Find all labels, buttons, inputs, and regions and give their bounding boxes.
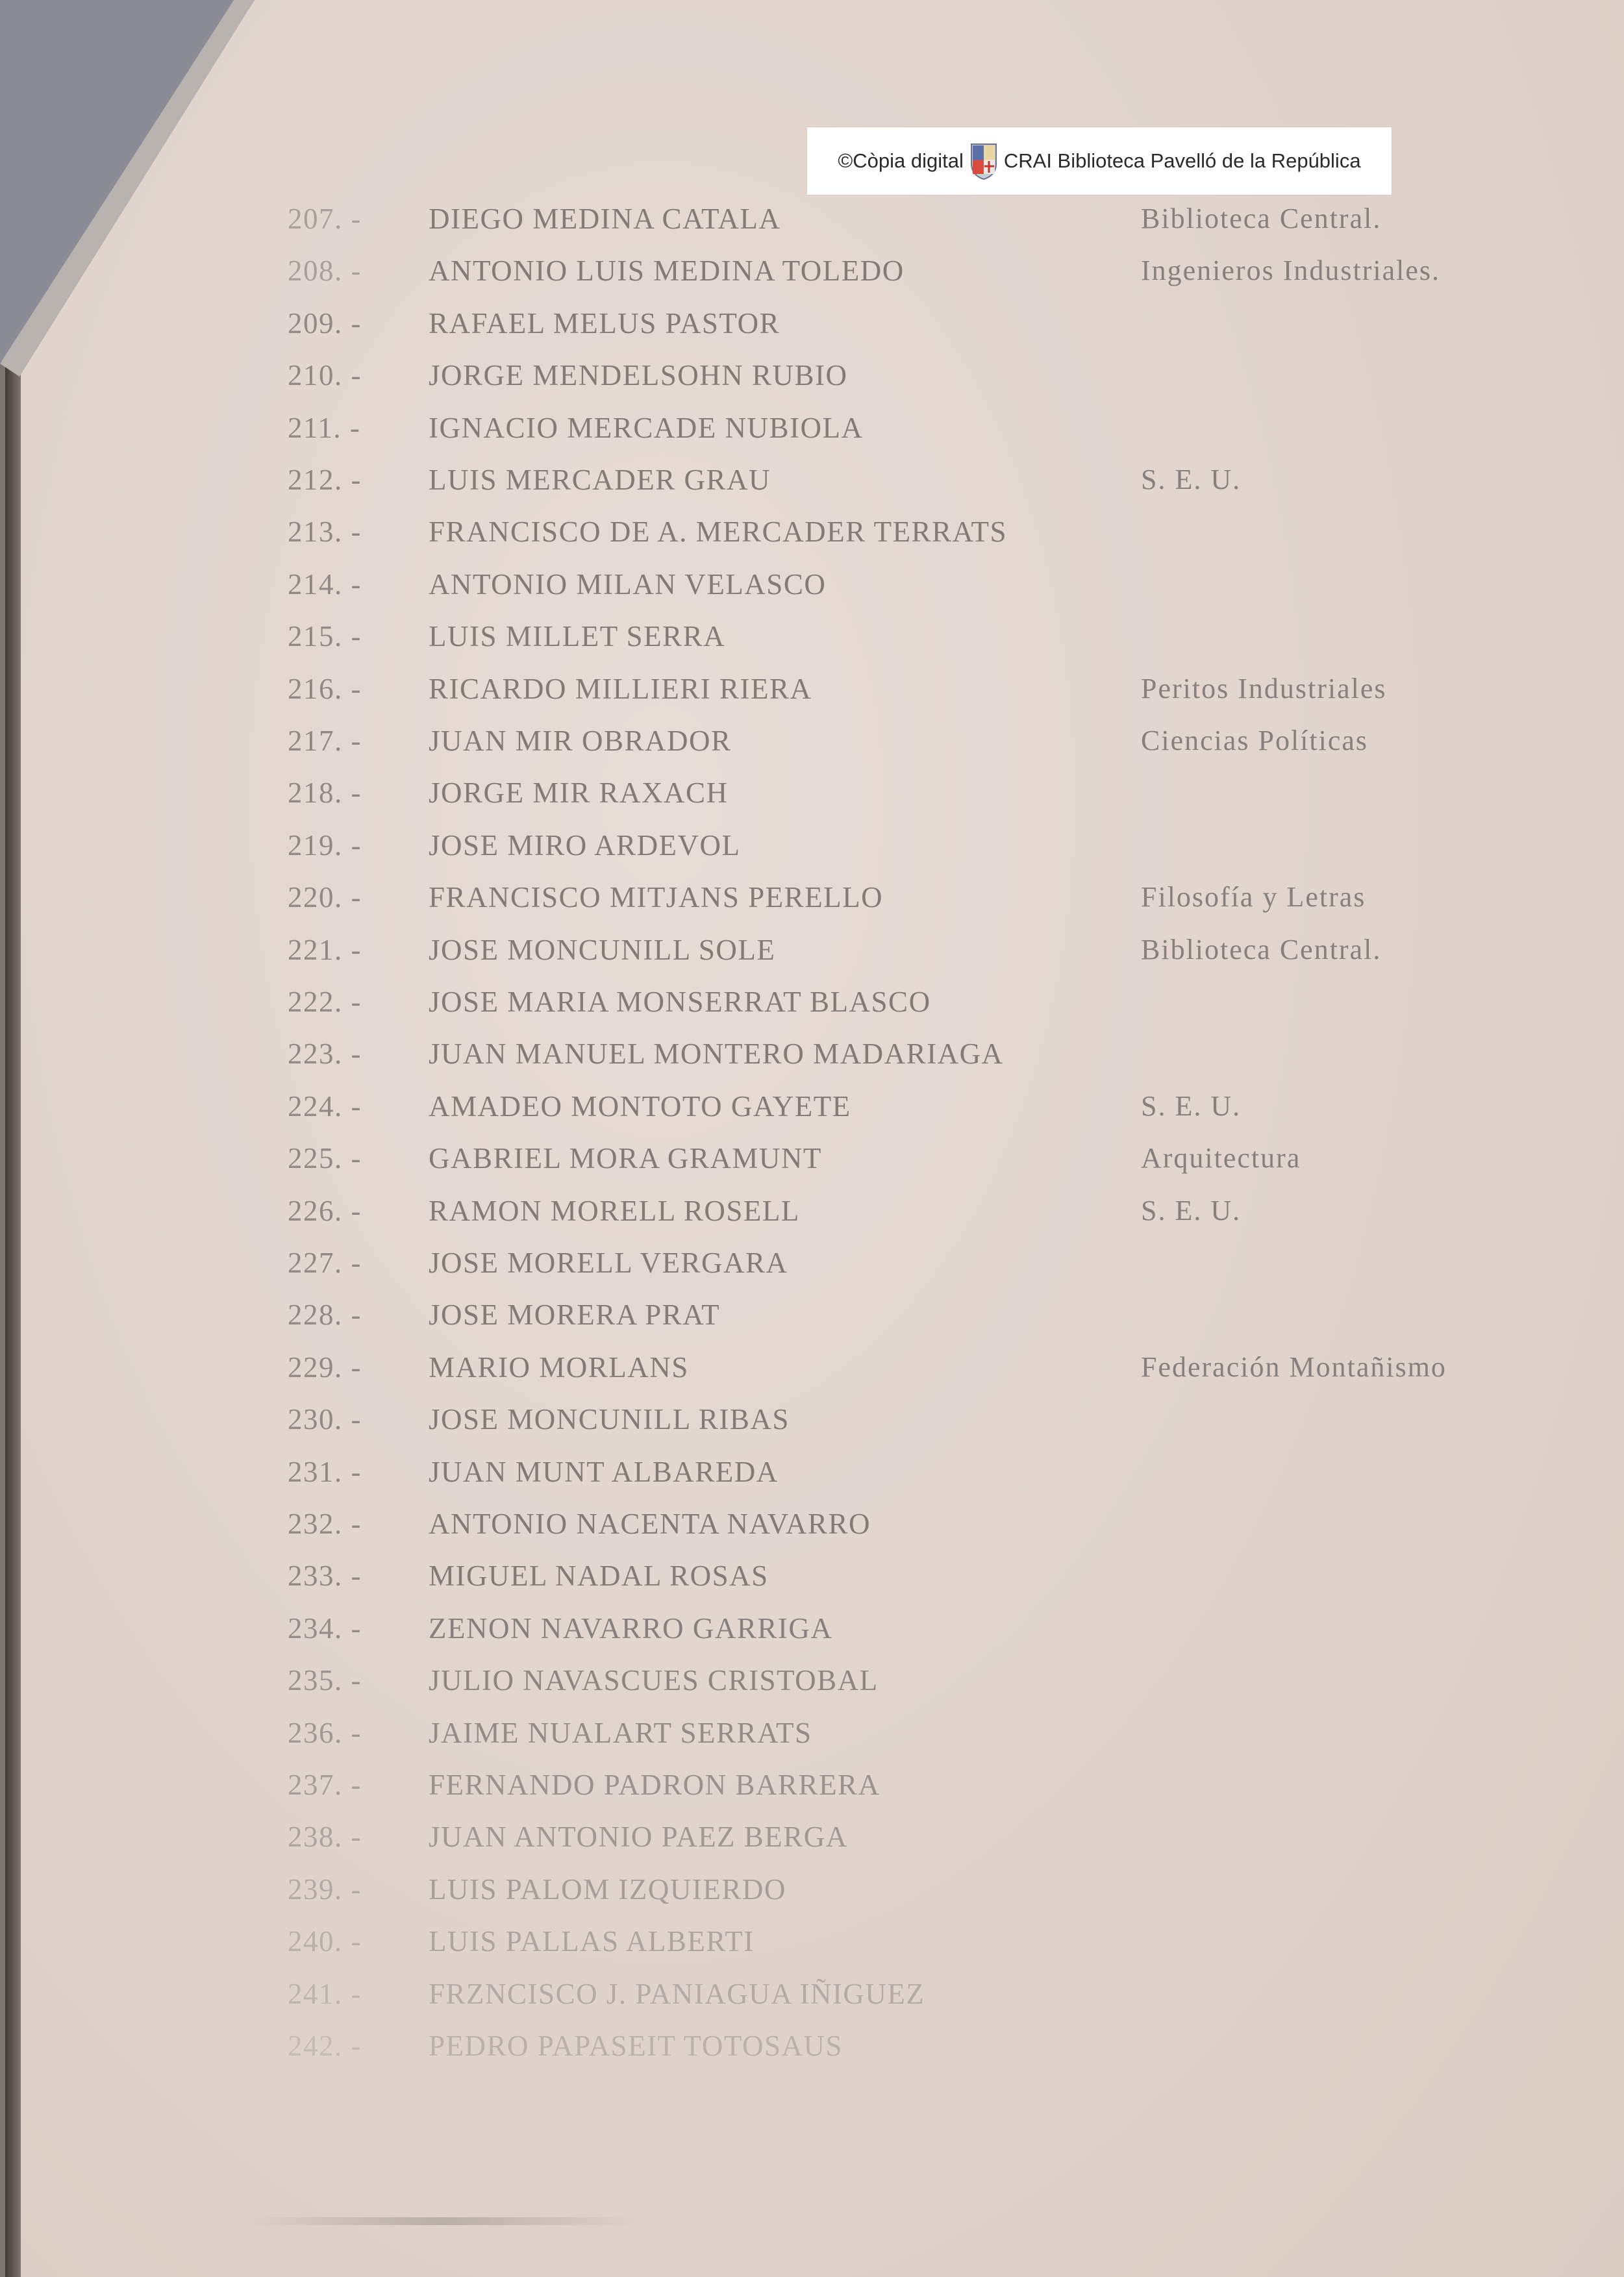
entry-name: FRANCISCO MITJANS PERELLO xyxy=(429,881,884,914)
list-row xyxy=(0,982,1624,1021)
entry-number: 211. - xyxy=(288,411,361,444)
entry-department: Federación Montañismo xyxy=(1141,1350,1447,1383)
entry-name: JUAN MIR OBRADOR xyxy=(429,725,732,757)
list-row xyxy=(0,408,1624,447)
entry-number: 223. - xyxy=(288,1038,362,1071)
entry-name: LUIS PALLAS ALBERTI xyxy=(429,1925,755,1958)
entry-number: 213. - xyxy=(288,516,362,549)
entry-number: 230. - xyxy=(288,1403,362,1436)
entry-number: 214. - xyxy=(288,567,362,601)
watermark-copy-text: ©Còpia digital xyxy=(838,149,964,172)
entry-number: 220. - xyxy=(288,881,362,914)
list-row xyxy=(0,2026,1624,2065)
entry-name: FERNANDO PADRON BARRERA xyxy=(429,1769,881,1801)
list-row xyxy=(0,1504,1624,1543)
list-row xyxy=(0,1243,1624,1282)
watermark-library-text: CRAI Biblioteca Pavelló de la República xyxy=(1003,149,1361,172)
entry-number: 237. - xyxy=(288,1769,362,1801)
entry-name: JUAN MUNT ALBAREDA xyxy=(429,1455,779,1488)
entry-number: 228. - xyxy=(288,1299,362,1332)
list-row xyxy=(0,878,1624,917)
entry-name: PEDRO PAPASEIT TOTOSAUS xyxy=(429,2030,843,2062)
entry-department: Arquitectura xyxy=(1141,1142,1301,1175)
list-row xyxy=(0,199,1624,238)
entry-name: ANTONIO MILAN VELASCO xyxy=(429,567,827,601)
list-row xyxy=(0,826,1624,865)
entry-number: 208. - xyxy=(288,255,362,288)
entry-number: 210. - xyxy=(288,359,362,392)
list-row xyxy=(0,1348,1624,1387)
entry-name: JULIO NAVASCUES CRISTOBAL xyxy=(429,1664,879,1697)
entry-number: 224. - xyxy=(288,1089,362,1123)
entry-number: 239. - xyxy=(288,1873,362,1906)
list-row xyxy=(0,1765,1624,1804)
entry-name: JORGE MENDELSOHN RUBIO xyxy=(429,359,848,392)
entry-department: Biblioteca Central. xyxy=(1141,933,1382,965)
entry-number: 233. - xyxy=(288,1560,362,1593)
list-row xyxy=(0,1713,1624,1752)
entry-department: Ciencias Políticas xyxy=(1141,725,1369,756)
entry-name: AMADEO MONTOTO GAYETE xyxy=(429,1089,851,1123)
entry-name: RAFAEL MELUS PASTOR xyxy=(429,306,781,340)
entry-number: 241. - xyxy=(288,1977,362,2010)
list-row xyxy=(0,1034,1624,1073)
entry-department: Biblioteca Central. xyxy=(1141,203,1382,234)
entry-name: LUIS MILLET SERRA xyxy=(429,620,726,653)
entry-name: MARIO MORLANS xyxy=(429,1350,689,1384)
entry-number: 232. - xyxy=(288,1508,362,1540)
entry-number: 218. - xyxy=(288,777,362,810)
entry-number: 231. - xyxy=(288,1455,362,1488)
entry-number: 217. - xyxy=(288,725,362,757)
entry-name: JOSE MONCUNILL SOLE xyxy=(429,933,776,966)
list-row xyxy=(0,304,1624,343)
list-row xyxy=(0,669,1624,708)
list-row xyxy=(0,1139,1624,1178)
entry-number: 209. - xyxy=(288,306,362,340)
entry-name: DIEGO MEDINA CATALA xyxy=(429,203,781,235)
entry-number: 219. - xyxy=(288,828,362,862)
list-row xyxy=(0,1191,1624,1230)
list-row xyxy=(0,1295,1624,1334)
entry-department: Peritos Industriales xyxy=(1141,672,1387,704)
list-row xyxy=(0,930,1624,969)
list-row xyxy=(0,1087,1624,1126)
entry-name: JOSE MORERA PRAT xyxy=(429,1299,721,1332)
entry-number: 216. - xyxy=(288,672,362,705)
entry-department: S. E. U. xyxy=(1141,1089,1242,1122)
entry-name: JUAN MANUEL MONTERO MADARIAGA xyxy=(429,1038,1004,1071)
entry-number: 238. - xyxy=(288,1821,362,1854)
list-row xyxy=(0,460,1624,499)
list-row xyxy=(0,721,1624,760)
entry-name: IGNACIO MERCADE NUBIOLA xyxy=(429,411,864,444)
entry-name: LUIS PALOM IZQUIERDO xyxy=(429,1873,786,1906)
entry-name: ANTONIO LUIS MEDINA TOLEDO xyxy=(429,255,905,288)
entry-name: JUAN ANTONIO PAEZ BERGA xyxy=(429,1821,848,1854)
bottom-smudge xyxy=(247,2217,636,2225)
list-row xyxy=(0,1974,1624,2013)
entry-name: GABRIEL MORA GRAMUNT xyxy=(429,1142,822,1175)
entry-number: 212. - xyxy=(288,464,362,496)
list-row xyxy=(0,1870,1624,1909)
list-row xyxy=(0,565,1624,604)
entry-name: MIGUEL NADAL ROSAS xyxy=(429,1560,769,1593)
entry-name: FRZNCISCO J. PANIAGUA IÑIGUEZ xyxy=(429,1977,925,2010)
entry-number: 227. - xyxy=(288,1247,362,1279)
entry-number: 221. - xyxy=(288,933,362,966)
list-row xyxy=(0,1661,1624,1700)
entry-name: FRANCISCO DE A. MERCADER TERRATS xyxy=(429,516,1008,549)
entry-name: JORGE MIR RAXACH xyxy=(429,777,729,810)
entry-name: RICARDO MILLIERI RIERA xyxy=(429,672,812,705)
entry-name: JOSE MONCUNILL RIBAS xyxy=(429,1403,790,1436)
list-row xyxy=(0,1452,1624,1491)
entry-department: Filosofía y Letras xyxy=(1141,881,1366,914)
entry-number: 240. - xyxy=(288,1925,362,1958)
list-row xyxy=(0,356,1624,395)
entry-number: 242. - xyxy=(288,2030,362,2062)
list-row xyxy=(0,1556,1624,1595)
entry-name: JOSE MORELL VERGARA xyxy=(429,1247,788,1279)
list-row xyxy=(0,617,1624,656)
list-row xyxy=(0,773,1624,812)
entry-department: S. E. U. xyxy=(1141,1194,1242,1226)
list-row xyxy=(0,251,1624,290)
entry-number: 235. - xyxy=(288,1664,362,1697)
entry-number: 225. - xyxy=(288,1142,362,1175)
entry-number: 236. - xyxy=(288,1716,362,1749)
entry-name: JAIME NUALART SERRATS xyxy=(429,1716,812,1749)
entry-number: 226. - xyxy=(288,1194,362,1227)
list-row xyxy=(0,1817,1624,1856)
entry-number: 234. - xyxy=(288,1611,362,1645)
entry-number: 207. - xyxy=(288,203,362,235)
entry-number: 229. - xyxy=(288,1350,362,1384)
entry-department: Ingenieros Industriales. xyxy=(1141,255,1440,287)
list-row xyxy=(0,1922,1624,1961)
list-row xyxy=(0,1609,1624,1648)
entry-name: ZENON NAVARRO GARRIGA xyxy=(429,1611,833,1645)
entry-name: RAMON MORELL ROSELL xyxy=(429,1194,800,1227)
entry-name: LUIS MERCADER GRAU xyxy=(429,464,771,496)
entry-number: 215. - xyxy=(288,620,362,653)
list-row xyxy=(0,512,1624,551)
entry-name: ANTONIO NACENTA NAVARRO xyxy=(429,1508,871,1540)
list-row xyxy=(0,1400,1624,1439)
entry-name: JOSE MARIA MONSERRAT BLASCO xyxy=(429,986,931,1018)
entry-number: 222. - xyxy=(288,986,362,1018)
entry-department: S. E. U. xyxy=(1141,464,1242,495)
entry-name: JOSE MIRO ARDEVOL xyxy=(429,828,741,862)
